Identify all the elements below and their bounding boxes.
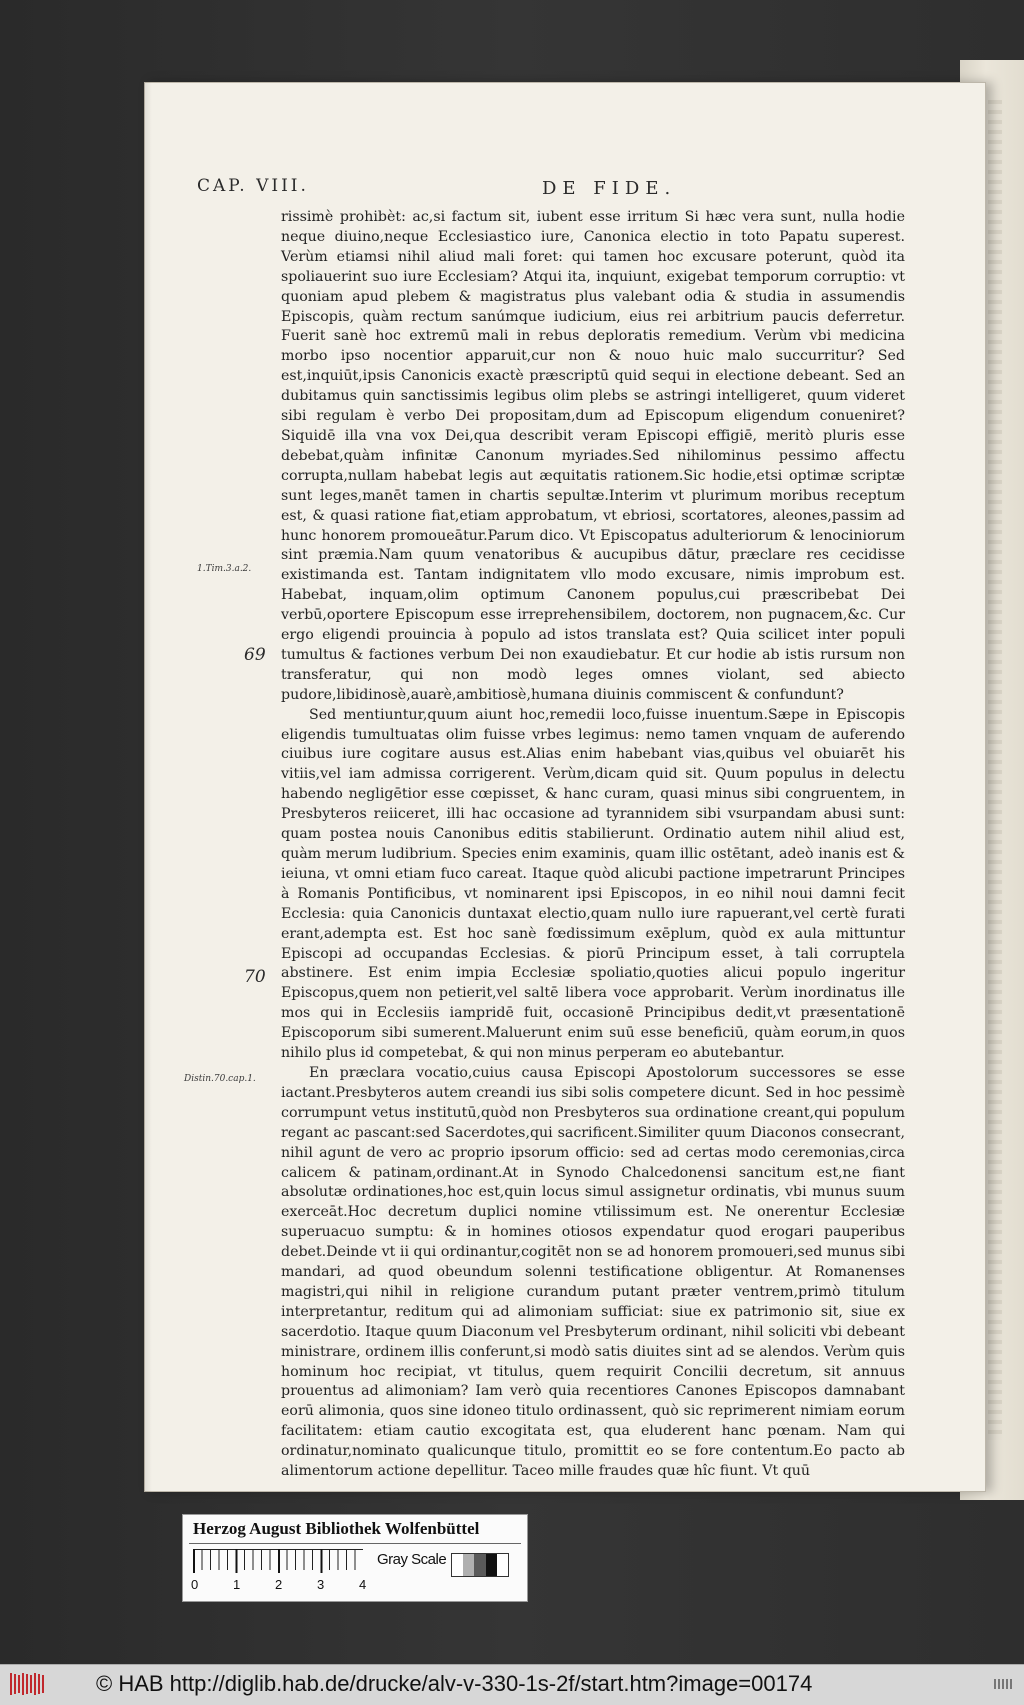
copyright-url: © HAB http://diglib.hab.de/drucke/alv-v-330-1s-2f/start.htm?image=00174 [96,1671,813,1696]
logo-bar [30,1675,32,1693]
running-header-chapter: CAP. VIII. [197,176,309,196]
logo-bar [26,1674,28,1694]
ruler-number: 3 [317,1577,325,1592]
gray-swatch [497,1554,508,1576]
logo-bar [38,1674,40,1694]
barcode-icon [994,1679,1012,1689]
hab-logo-icon [8,1671,48,1699]
footer-bar [0,1664,1024,1705]
gray-swatch [463,1554,474,1576]
paragraph-1: rissimè prohibèt: ac,si factum sit, iubent esse irritum Si hæc vera sunt, nulla hodie neque diuino,neque Ecclesiastico iure, Canonica electio in toto Papatu superest. Verùm etiamsi nihil aliud mali foret: qui tamen hoc excusare poterunt, quòd ita spoliauerint suo iure Ecclesiam? Atqui ita, inquiunt, exigebat temporum corruptio: vt quoniam apud plebem & magistratus plus valebant odia & studia in assumendis Episcopis, quàm rectum sanúmque iudicium, eius rei arbitrium paucis deferretur. Fuerit sanè hoc extremū mali in rebus deploratis remedium. Verùm vbi medicina morbo ipso nocentior apparuit,cur non & nouo huic malo succurritur? Sed est,inquiūt,ipsis Canonicis exactè præscriptū quid sequi in electione debeant. Sed an dubitamus quin sanctissimis legibus olim plebs se astringi intelligeret, quum videret sibi regulam è verbo Dei propositam,dum ad Episcopum eligendum conueniret? Siquidē illa vna vox Dei,qua describit veram Episcopi effigiē, meritò pluris esse debebat,quàm infinitæ Canonum myriades.Sed nihilominus pessimo affectu corrupta,nullam habebat legis aut æquitatis rationem.Sic hodie,etsi optimæ scriptæ sunt leges,manēt tamen in chartis sepultæ.Interim vt plurimum moribus receptum est, & quasi ratione fiat,etiam approbatum, vt ebriosi, scortatores, aleones,passim ad hunc honorem promoueātur.Parum dico. Vt Episcopatus adulteriorum & lenociniorum sint præmia.Nam quum venatoribus & aucupibus dātur, præclare res cecidisse existimanda est. Tantam indignitatem vllo modo excusare, nimis improbum est. Habebat, inquam,olim optimum Canonem populus,cui præscribebat Dei verbū,oportere Episcopum esse irreprehensibilem, doctorem, non pugnacem,&c. Cur ergo eligendi prouincia à populo ad istos translata est? Quia scilicet inter populi tumultus & factiones verbum Dei non exaudiebatur. Et cur hodie ab istis rursum non transferatur, qui non modò leges omnes violant, sed abiecto pudore,libidinosè,auarè,ambitiosè,humana diuinis commiscent & confundunt? [281,209,905,703]
page-body [281,208,905,1482]
ruler-scale [193,1549,363,1573]
margin-note-reference: 1.Tim.3.a.2. [197,564,252,574]
gray-scale-label: Gray Scale [377,1551,447,1568]
gray-swatch [474,1554,485,1576]
running-header-title: DE FIDE. [542,178,677,199]
logo-bar [10,1673,12,1695]
logo-bar [22,1673,24,1695]
gray-swatch [452,1554,463,1576]
section-number: 70 [244,967,266,987]
library-name: Herzog August Bibliothek Wolfenbüttel [193,1519,480,1538]
ruler-number: 4 [359,1577,367,1592]
ruler-number: 1 [233,1577,241,1592]
logo-bar [42,1675,44,1693]
gray-swatches [451,1553,509,1577]
logo-bar [14,1674,16,1694]
section-number: 69 [244,645,266,665]
paragraph-2: Sed mentiuntur,quum aiunt hoc,remedii loco,fuisse inuentum.Sæpe in Episcopis eligendis tumultuatas olim fuisse vrbes legimus: nemo tamen vnquam de auferendo ciuibus iure cogitare ausus est.Alias enim habebant vias,quibus vel obuiarēt his vitiis,vel iam admissa corrigerent. Verùm,dicam quid sit. Quum populus in delectu habendo negligētior esse cœpisset, & hanc curam, quasi minus sibi congruentem, in Presbyteros reiiceret, illi hac occasione ad tyrannidem sibi vsurpandam abusi sunt: quam postea nouis Canonibus editis stabilierunt. Ordinatio autem nihil aliud est, quàm merum ludibrium. Species enim examinis, quam illic ostētant, adeò inanis est & ieiuna, vt omni etiam fuco careat. Itaque quòd alicubi pactione impetrarunt Principes à Romanis Pontificibus, vt nominarent ipsi Episcopos, in eo nihil noui damni fecit Ecclesia: quia Canonicis duntaxat electio,quam nullo iure rapuerant,vel certè furati erant,adempta est. Est hoc sanè fœdissimum exēplum, quòd ex aula mittuntur Episcopi ad occupandas Ecclesias. & piorū Principum esset, à tali corruptela abstinere. Est enim impia Ecclesiæ spoliatio,quoties alicui populo ingeritur Episcopus,quem non petierit,vel saltē libera voce approbarit. Verùm inordinatus ille mos qui in Ecclesiis iampridē fuit, occasionē Principibus dedit,vt præsentationē Episcoporum sibi sumerent.Maluerunt enim suū esse beneficiū, quàm eorum,in quos nihilo plus id competebat, & qui non minus perperam eo abutebantur. [281,706,905,1062]
logo-bar [18,1675,20,1693]
ruler-numbers [191,1577,381,1593]
paragraph-3: En præclara vocatio,cuius causa Episcopi Apostolorum successores se esse iactant.Presbyteros autem creandi ius sibi solis competere dicunt. Sed in hoc pessimè corrumpunt vetus institutū,quòd non Presbyteros sua ordinatione creant,qui populum regant ac pascant:sed Sacerdotes,qui sacrificent.Similiter quum Diaconos consecrant, nihil agunt de vero ac proprio ipsorum officio: sed ad certas modo ceremonias,circa calicem & patinam,ordinant.At in Synodo Chalcedonensi sancitum est,ne fiant absolutæ ordinationes,hoc est,quin locus simul assignetur ordinatis, vbi munus suum exerceāt.Hoc decretum duplici nomine vtilissimum est. Ne onerentur Ecclesiæ superuacuo sumptu: & in homines otiosos expendatur quod erogari pauperibus debet.Deinde vt ii qui ordinantur,cogitēt non se ad honorem promoueri,sed munus sibi mandari, ad quod obeundum solenni testificatione obligentur. At Romanenses magistri,qui nihil in religione curandum putant præter ventrem,primò titulum interpretantur, reditum qui ad alimoniam sufficiat: siue ex patrimonio sit, siue ex sacerdotio. Itaque quum Diaconum vel Presbyterum ordinant, nihil soliciti vbi debeant ministrare, ordinem illis conferunt,si modò satis diuites sint ad se alendos. Verùm quis hominum hoc recipiat, vt titulus, quem requirit Concilii decretum, sit annuus prouentus ad alimoniam? Iam verò quia recentiores Canones Episcopos damnabant eorū alimonia, quos sine idoneo titulo ordinassent, quò sic reprimerent nimiam eorum facilitatem: etiam cautio excogitata est, qua eluderent hanc pœnam. Nam qui ordinatur,nominato qualicunque titulo, promittit eo se fore contentum.Eo pacto ab alimentorum actione depellitur. Taceo mille fraudes quæ hîc fiunt. Vt quū [281,1064,905,1480]
gray-swatch [486,1554,497,1576]
ruler-number: 0 [191,1577,199,1592]
ruler-number: 2 [275,1577,283,1592]
ruler-major-ticks [193,1549,363,1573]
divider [189,1543,521,1544]
color-calibration-bar [182,1514,528,1602]
logo-bar [34,1673,36,1695]
margin-note-reference: Distin.70.cap.1. [184,1074,256,1084]
